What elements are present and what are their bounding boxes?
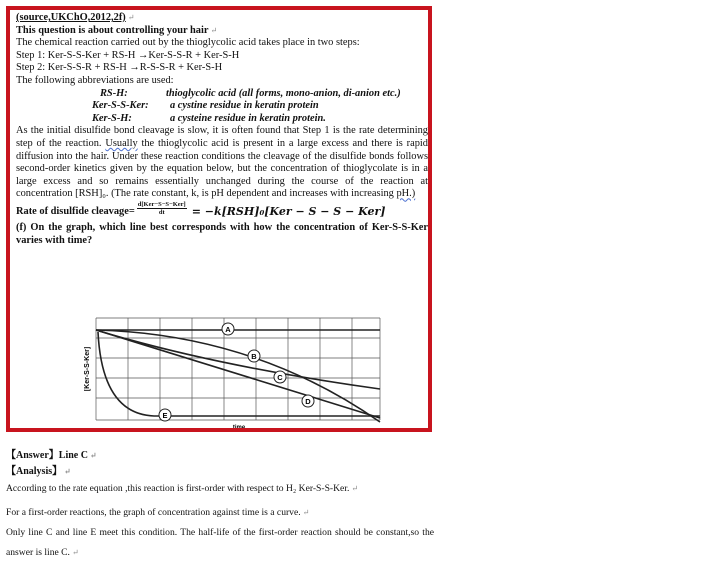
rate-fraction: $\frac{\text{d[Ker−S−S−Ker]}}{dt}$	[137, 200, 186, 216]
abbrev-rsh: RS-H: thioglycolic acid (all forms, mono-anion, di-anion etc.)	[100, 87, 401, 99]
x-axis-label: time	[232, 425, 246, 430]
curves	[96, 330, 380, 422]
analysis-p1: According to the rate equation ,this reaction is first-order with respect to H₂ Ker-S-S-Ker. ↵	[6, 483, 359, 494]
label-e: E	[162, 411, 168, 420]
concentration-time-graph	[84, 314, 384, 430]
return-mark: ↵	[127, 13, 135, 22]
y-axis-label: [Ker-S-S-Ker]	[84, 346, 91, 392]
abbrev-intro: The following abbreviations are used:	[16, 74, 174, 86]
return-mark: ↵	[210, 25, 218, 35]
abbrev-kerssker: Ker-S-S-Ker: a cystine residue in keratin protein	[92, 100, 319, 112]
question-frame	[6, 6, 432, 432]
label-a: A	[225, 325, 231, 334]
label-b: B	[251, 352, 257, 361]
rate-equation: Rate of disulfide cleavage= $\frac{\text{d[Ker−S−S−Ker]}}{dt}$ = −k[RSH]₀[Ker − S − S − Ker]	[16, 200, 386, 219]
question-title: This question is about controlling your hair	[16, 24, 209, 36]
step-2: Step 2: Ker-S-S-R + RS-H →R-S-S-R + Ker-S-H	[16, 62, 223, 74]
question-text	[16, 12, 428, 247]
answer-section	[6, 438, 434, 563]
analysis-heading: 【Analysis】 ↵	[6, 466, 71, 477]
abbrev-kersh: Ker-S-H: a cysteine residue in keratin protein.	[92, 112, 326, 124]
label-d: D	[305, 397, 311, 406]
analysis-p3: Only line C and line E meet this condition. The half-life of the first-order reaction should be constant,so the answer is line C. ↵	[6, 527, 434, 558]
intro-line: The chemical reaction carried out by the thioglycolic acid takes place in two steps:	[16, 37, 360, 49]
answer-line: 【Answer】Line C ↵	[6, 450, 97, 461]
source-label: (source,UKChO,2012,2f)	[16, 12, 126, 23]
analysis-p2: For a first-order reactions, the graph of concentration against time is a curve. ↵	[6, 507, 310, 518]
label-c: C	[277, 373, 283, 382]
step-1: Step 1: Ker-S-S-Ker + RS-H →Ker-S-S-R + Ker-S-H	[16, 49, 240, 61]
line-d	[96, 330, 380, 418]
line-c	[96, 330, 380, 389]
kinetics-paragraph: As the initial disulfide bond cleavage is slow, it is often found that Step 1 is the rate determining step of the reaction. Usually the thioglycolic acid is present in a large excess and there is rapid diffusion into the hair. Under these reaction conditions the cleavage of the disulfide bonds follows second-order kinetics given by the equation below, but the concentration of thioglycolate is in a large excess and so remains essentially unchanged during the course of the reaction at concentration [RSH]₀. (The rate constant, k, is pH dependent and increases with increasing pH.)	[16, 125, 428, 200]
part-f-question: (f) On the graph, which line best corresponds with how the concentration of Ker-S-S-Ker varies with time?	[16, 221, 428, 246]
